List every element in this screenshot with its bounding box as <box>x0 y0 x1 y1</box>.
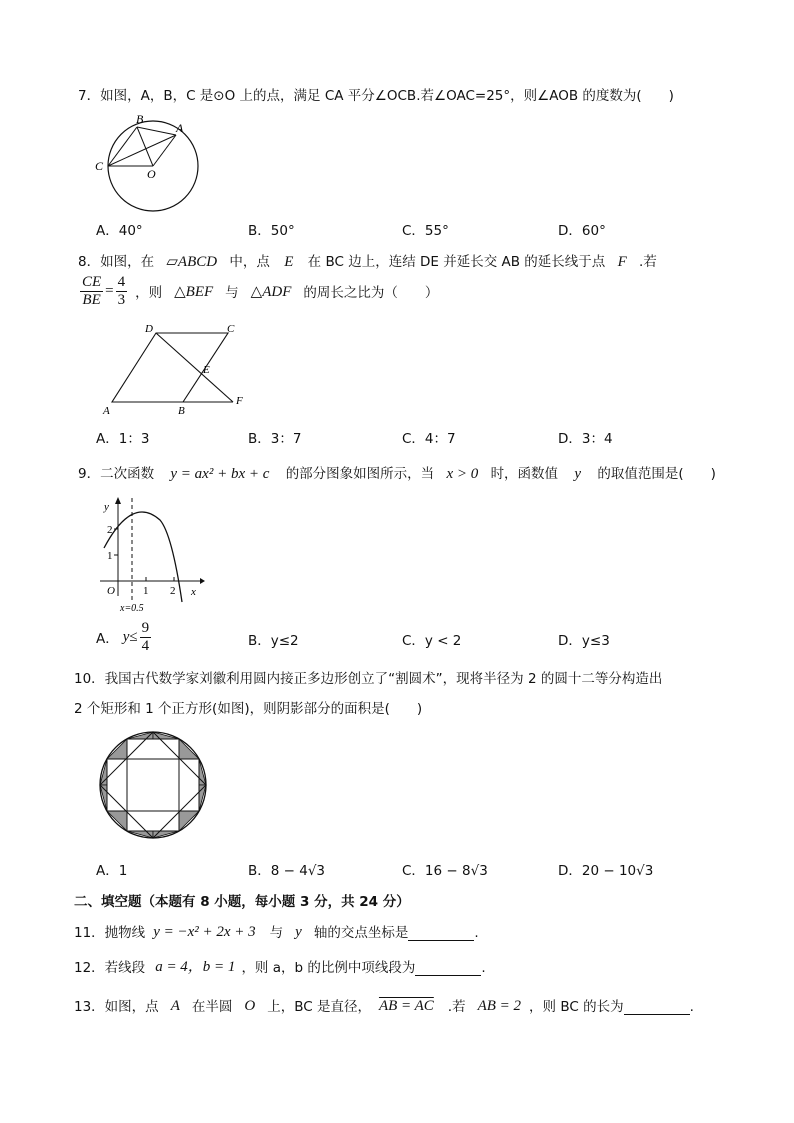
q9-label-x1: 1 <box>143 585 149 597</box>
q7-segment-ao <box>153 135 176 166</box>
q12-answer-blank[interactable] <box>415 963 481 976</box>
q8-stem-line2: $\frac{CE}{BE}$ = $\frac{4}{3}$ ，则 △BEF 与 △ADF 的周长之比为（ ） <box>82 274 439 308</box>
q8-option-c[interactable]: C．4：7 <box>402 431 456 447</box>
q7-figure <box>90 108 230 218</box>
q7-option-b[interactable]: B．50° <box>248 223 295 239</box>
q7-label-c: C <box>95 159 104 173</box>
q13-answer-blank[interactable] <box>624 1002 690 1015</box>
q10-circle <box>100 732 206 838</box>
q12-stem: 12．若线段 a = 4，b = 1 ，则 a，b 的比例中项线段为 . <box>74 959 486 976</box>
q9-x-arrow <box>200 578 205 584</box>
q10-figure <box>94 726 214 846</box>
q11-stem: 11．抛物线 y = −x² + 2x + 3 与 y 轴的交点坐标是 . <box>74 924 479 941</box>
q7-stem: 7．如图，A，B，C 是⊙O 上的点，满足 CA 平分∠OCB.若∠OAC=25°，则∠AOB 的度数为( ) <box>78 88 674 104</box>
q8-figure <box>98 320 258 420</box>
q8-fraction-4-3: $\frac{4}{3}$ <box>117 274 126 308</box>
q9-label-y1: 1 <box>107 550 113 562</box>
q8-fraction-ce-be: $\frac{CE}{BE}$ <box>82 274 102 308</box>
q8-option-d[interactable]: D．3：4 <box>558 431 613 447</box>
q7-option-c[interactable]: C．55° <box>402 223 449 239</box>
q10-horizontal-rectangle <box>107 759 199 811</box>
q10-vertical-rectangle <box>127 739 179 831</box>
q10-option-a[interactable]: A．1 <box>96 863 128 879</box>
q9-label-axis: x=0.5 <box>120 603 144 614</box>
q10-stem-line2: 2 个矩形和 1 个正方形(如图)，则阴影部分的面积是( ) <box>74 701 423 717</box>
q7-label-b: B <box>136 112 144 126</box>
q11-answer-blank[interactable] <box>408 928 474 941</box>
q8-label-c: C <box>227 323 235 335</box>
q8-stem-line1: 8．如图，在 ▱ABCD 中，点 E 在 BC 边上，连结 DE 并延长交 AB 的延长线于点 F .若 <box>78 254 657 270</box>
q8-label-a: A <box>103 405 110 417</box>
q7-option-d[interactable]: D．60° <box>558 223 606 239</box>
q8-label-e: E <box>203 364 210 376</box>
q9-label-y: y <box>104 501 109 513</box>
q8-label-d: D <box>145 323 153 335</box>
q10-option-d[interactable]: D．20 − 10√3 <box>558 863 654 879</box>
q8-option-a[interactable]: A．1：3 <box>96 431 150 447</box>
q7-segment-ba <box>137 127 176 135</box>
q9-label-x: x <box>191 586 196 598</box>
q13-stem: 13．如图，点 A 在半圆 O 上，BC 是直径， AB = AC .若 AB = 2 ，则 BC 的长为 . <box>74 998 694 1015</box>
q8-label-b: B <box>178 405 185 417</box>
q13-arc-equation: AB = AC <box>378 998 434 1014</box>
q7-label-a: A <box>176 121 184 135</box>
q9-y-arrow <box>115 497 121 504</box>
q9-option-d[interactable]: D．y≤3 <box>558 633 610 649</box>
q9-label-x2: 2 <box>170 585 176 597</box>
q9-label-y2: 2 <box>107 524 113 536</box>
q7-label-o: O <box>147 167 156 181</box>
q8-option-b[interactable]: B．3：7 <box>248 431 302 447</box>
q7-option-a[interactable]: A．40° <box>96 223 143 239</box>
section-fill-in-title: 二、填空题（本题有 8 小题，每小题 3 分，共 24 分） <box>74 894 410 910</box>
q9-figure <box>92 492 207 614</box>
q9-option-b[interactable]: B．y≤2 <box>248 633 299 649</box>
q10-stem-line1: 10．我国古代数学家刘徽利用圆内接正多边形创立了“割圆术”，现将半径为 2 的圆十二等分构造出 <box>74 671 663 687</box>
q9-option-a[interactable]: A． y≤ $\frac{9}{4}$ <box>96 620 150 654</box>
q10-option-b[interactable]: B．8 − 4√3 <box>248 863 326 879</box>
q8-label-f: F <box>236 395 243 407</box>
q8-parallelogram-shape <box>112 333 228 402</box>
q10-option-c[interactable]: C．16 − 8√3 <box>402 863 488 879</box>
q9-stem: 9．二次函数 y = ax² + bx + c 的部分图象如图所示，当 x > 0 时，函数值 y 的取值范围是( ) <box>78 466 716 482</box>
q9-option-c[interactable]: C．y < 2 <box>402 633 462 649</box>
q9-label-o: O <box>107 585 115 597</box>
